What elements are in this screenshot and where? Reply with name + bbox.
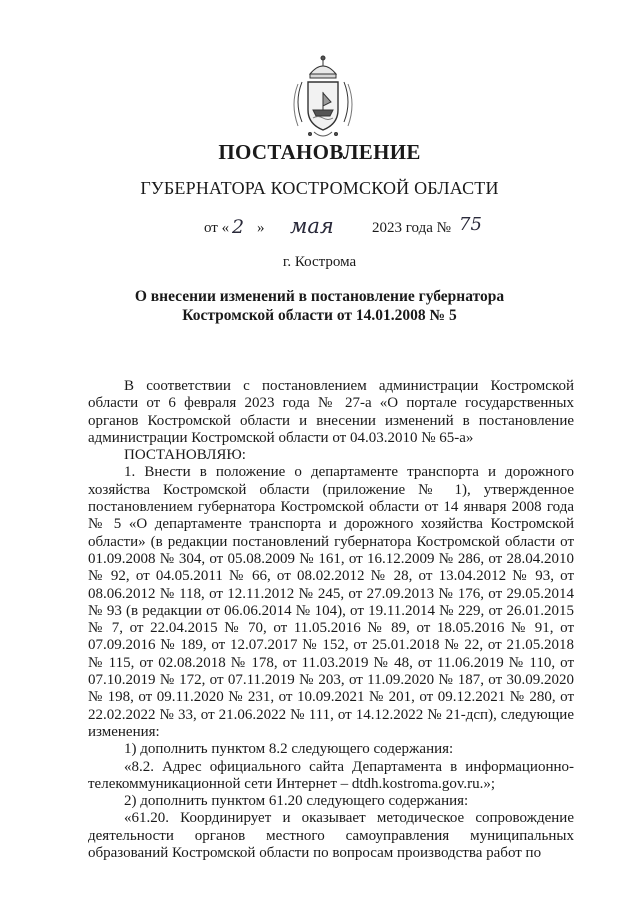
document-issuer: ГУБЕРНАТОРА КОСТРОМСКОЙ ОБЛАСТИ [140,178,499,198]
heading-line-2: Костромской области от 14.01.2008 № 5 [182,307,457,324]
heading-line-1: О внесении изменений в постановление губернатора [134,288,505,305]
item-1-paragraph: 1. Внести в положение о департаменте транспорта и дорожного хозяйства Костромской области (приложение № 1), утвержденное постановлением губернатора Костромской области от 14 января 2008 года № 5 «О департаменте транспорта и дорожного хозяйства Костромской области» (в редакции постановлений губернатора Костромской области от 01.09.2008 № 304, от 05.08.2009 № 161, от 16.12.2009 № 286, от 28.04.2010 № 92, от 04.05.2011 № 66, от 08.02.2012 № 28, от 13.04.2012 № 93, от 08.06.2012 № 118, от 12.11.2012 № 245, от 27.09.2013 № 176, от 29.05.2014 № 93 (в редакции от 06.06.2014 № 104), от 19.11.2014 № 229, от 26.01.2015 № 7, от 22.04.2015 № 70, от 11.05.2016 № 89, от 18.05.2016 № 91, от 07.09.2016 № 189, от 12.07.2017 № 152, от 25.01.2018 № 22, от 21.05.2018 № 115, от 02.08.2018 № 178, от 11.03.2019 № 48, от 11.06.2019 № 110, от 07.10.2019 № 172, от 07.11.2019 № 203, от 11.09.2020 № 187, от 30.09.2020 № 198, от 09.11.2020 № 231, от 10.09.2021 № 201, от 09.12.2021 № 280, от 22.02.2022 № 33, от 21.06.2022 № 111, от 14.12.2022 № 21-дсп), следующие изменения: [88,464,574,740]
subitem-2-paragraph: 2) дополнить пунктом 61.20 следующего содержания: [124,793,469,810]
date-mid: » [257,220,265,236]
date-line [0,214,639,244]
date-prefix: от « [204,220,230,236]
quote-2-paragraph: «61.20. Координирует и оказывает методическое сопровождение деятельности органов местного самоуправления муниципальных образований Костромской области по вопросам производства работ по [88,810,574,862]
date-year: 2023 года № [372,220,451,236]
document-title: ПОСТАНОВЛЕНИЕ [218,140,421,164]
resolve-paragraph: ПОСТАНОВЛЯЮ: [124,447,246,464]
date-month-handwritten: мая [290,214,334,238]
city: г. Кострома [282,254,357,270]
document-body [88,378,574,862]
subitem-1-paragraph: 1) дополнить пунктом 8.2 следующего содержания: [124,741,454,758]
coat-of-arms-icon [288,52,358,142]
document-number-handwritten: 75 [459,214,482,235]
quote-1-paragraph: «8.2. Адрес официального сайта Департамента в информационно-телекоммуникационной сети Интернет – dtdh.kostroma.gov.ru.»; [88,758,574,792]
preamble-paragraph: В соответствии с постановлением администрации Костромской области от 6 февраля 2023 года № 27-а «О портале государственных органов Костромской области и внесении изменений в постановление администрации Костромской области от 04.03.2010 № 65-а» [88,378,574,446]
document-heading [0,287,639,325]
date-day-handwritten: 2 [232,216,245,238]
